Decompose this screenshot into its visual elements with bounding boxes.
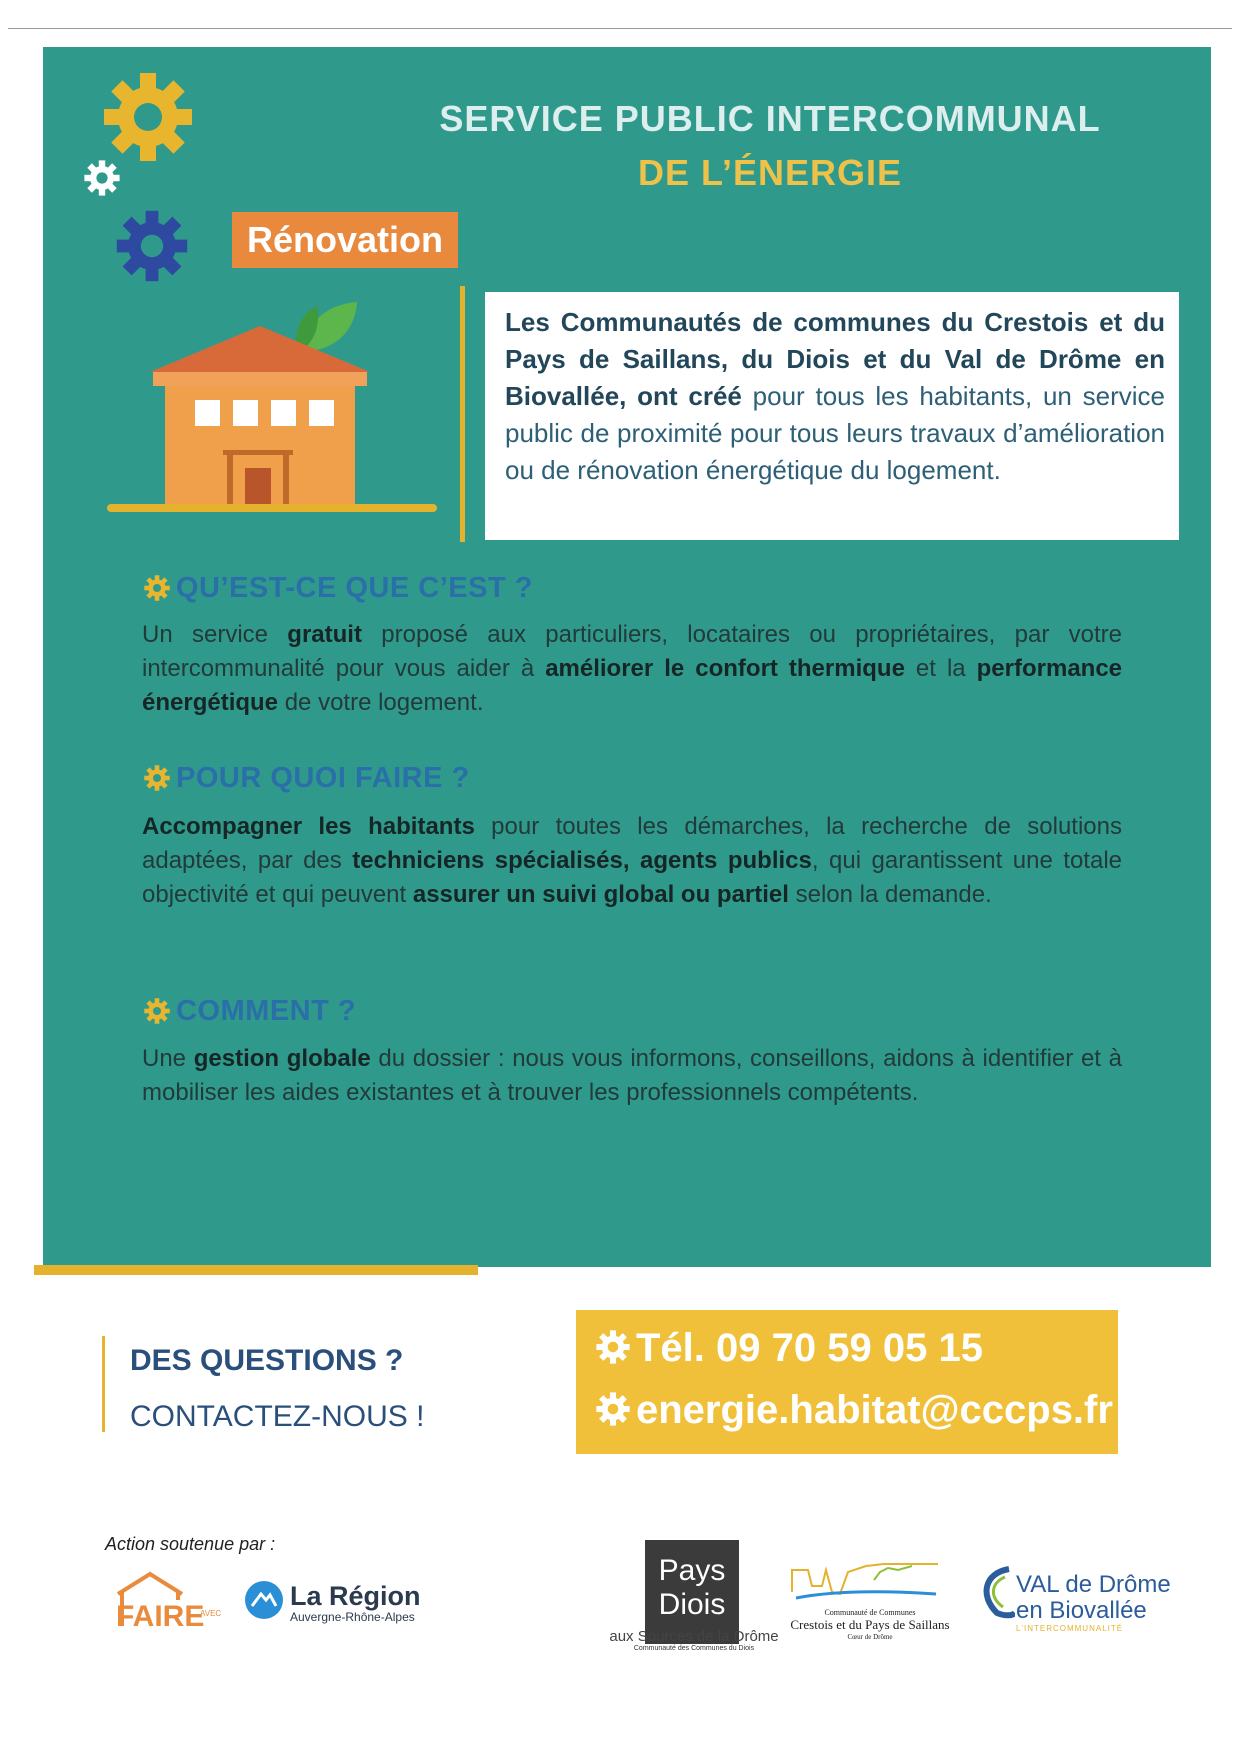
region-logo-icon: [244, 1580, 284, 1620]
faire-house-icon: [112, 1570, 232, 1630]
intro-box: [485, 292, 1179, 540]
pays-subtitle-small: Communauté des Communes du Diois: [633, 1645, 755, 1652]
crestois-logo-icon: [788, 1558, 948, 1608]
house-illustration: [105, 300, 445, 515]
gear-bullet-icon: [596, 1330, 630, 1364]
bold-run: performance énergétique: [142, 655, 1123, 716]
bold-run: Accompagner les habitants: [142, 813, 475, 840]
text-run: de votre logement.: [278, 689, 484, 716]
section-heading-text: POUR QUOI FAIRE ?: [176, 762, 470, 794]
section-body-how: [142, 1042, 1122, 1110]
email-line[interactable]: [596, 1388, 1113, 1433]
faire-text: FAIRE: [116, 1600, 205, 1630]
gear-bullet-icon: [144, 575, 170, 601]
pays-line2: Diois: [658, 1588, 726, 1621]
renovation-badge: Rénovation: [232, 212, 458, 268]
bold-run: améliorer le confort thermique: [545, 655, 905, 682]
blue-gear-icon: [116, 210, 188, 282]
text-run: , qui garantissent une totale objectivité et qui peuvent: [142, 847, 1122, 908]
text-run: selon la demande.: [788, 881, 992, 908]
section-body-why: [142, 810, 1122, 912]
small-gear-icon: [84, 160, 120, 196]
val-drome-logo-icon: [975, 1565, 1015, 1621]
crest-line3: Cœur de Drôme: [847, 1633, 893, 1641]
title-line-2: DE L’ÉNERGIE: [637, 152, 903, 193]
faire-avec-text: AVEC: [200, 1609, 222, 1618]
crestois-logo: [770, 1608, 970, 1641]
contact-box: [576, 1310, 1118, 1454]
section-heading-why: [144, 762, 470, 795]
title-line-1: SERVICE PUBLIC INTERCOMMUNAL: [439, 98, 1101, 139]
gear-bullet-icon: [144, 998, 170, 1024]
bold-run: gestion globale: [193, 1045, 371, 1072]
region-name: La Région: [290, 1581, 421, 1611]
phone-line[interactable]: [596, 1326, 983, 1371]
section-heading-text: QU’EST-CE QUE C’EST ?: [176, 572, 533, 604]
panel-accent-bar: [34, 1265, 478, 1275]
val-line2: en Biovallée: [1016, 1597, 1147, 1624]
bold-run: gratuit: [287, 621, 362, 648]
val-line1: VAL de Drôme: [1016, 1571, 1171, 1598]
large-gear-icon: [103, 72, 193, 162]
text-run: Une: [142, 1045, 194, 1072]
region-subtitle: Auvergne-Rhône-Alpes: [290, 1610, 415, 1624]
phone-number: Tél. 09 70 59 05 15: [636, 1326, 983, 1370]
support-label: Action soutenue par :: [105, 1534, 276, 1554]
intro-bold-text: Les Communautés de communes du Crestois et du Pays de Saillans, du Diois et du Val de Drôme en Biovallée, ont créé: [505, 307, 1165, 411]
contact-question: DES QUESTIONS ?: [130, 1344, 404, 1377]
val-drome-logo: [1016, 1572, 1171, 1633]
crest-line1: Communauté de Communes: [824, 1608, 916, 1617]
bold-run: assurer un suivi global ou partiel: [412, 881, 789, 908]
email-address: energie.habitat@cccps.fr: [636, 1388, 1113, 1432]
text-run: du dossier : nous vous informons, conseillons, aidons à identifier et à mobiliser les aides existantes et à trouver les professionnels compétents.: [142, 1045, 1123, 1106]
text-run: et la: [904, 655, 977, 682]
pays-diois-caption: [608, 1628, 780, 1652]
section-heading-what: [144, 572, 533, 605]
val-subtitle: L'INTERCOMMUNALITÉ: [1016, 1624, 1124, 1633]
bold-run: techniciens spécialisés, agents publics: [352, 847, 812, 874]
contact-cta: CONTACTEZ-NOUS !: [130, 1400, 425, 1433]
text-run: Un service: [142, 621, 288, 648]
pays-line1: Pays: [658, 1554, 726, 1587]
gear-bullet-icon: [144, 765, 170, 791]
intro-divider: [460, 286, 465, 542]
top-rule: [8, 28, 1232, 29]
section-body-what: [142, 618, 1122, 720]
text-run: pour toutes les démarches, la recherche de solutions adaptées, par des: [142, 813, 1122, 874]
contact-divider: [102, 1336, 105, 1432]
text-run: proposé aux particuliers, locataires ou propriétaires, par votre intercommunalité pour vous aider à: [142, 621, 1122, 682]
crest-line2: Crestois et du Pays de Saillans: [790, 1617, 950, 1632]
gear-bullet-icon: [596, 1392, 630, 1426]
pays-subtitle: aux Sources de la Drôme: [609, 1628, 779, 1645]
faire-logo: [112, 1570, 232, 1634]
section-heading-how: [144, 995, 356, 1028]
section-heading-text: COMMENT ?: [176, 995, 357, 1027]
intro-text: pour tous les habitants, un service public de proximité pour tous leurs travaux d’amélioration ou de rénovation énergétique du logement.: [505, 381, 1165, 485]
region-logo: [290, 1582, 421, 1624]
